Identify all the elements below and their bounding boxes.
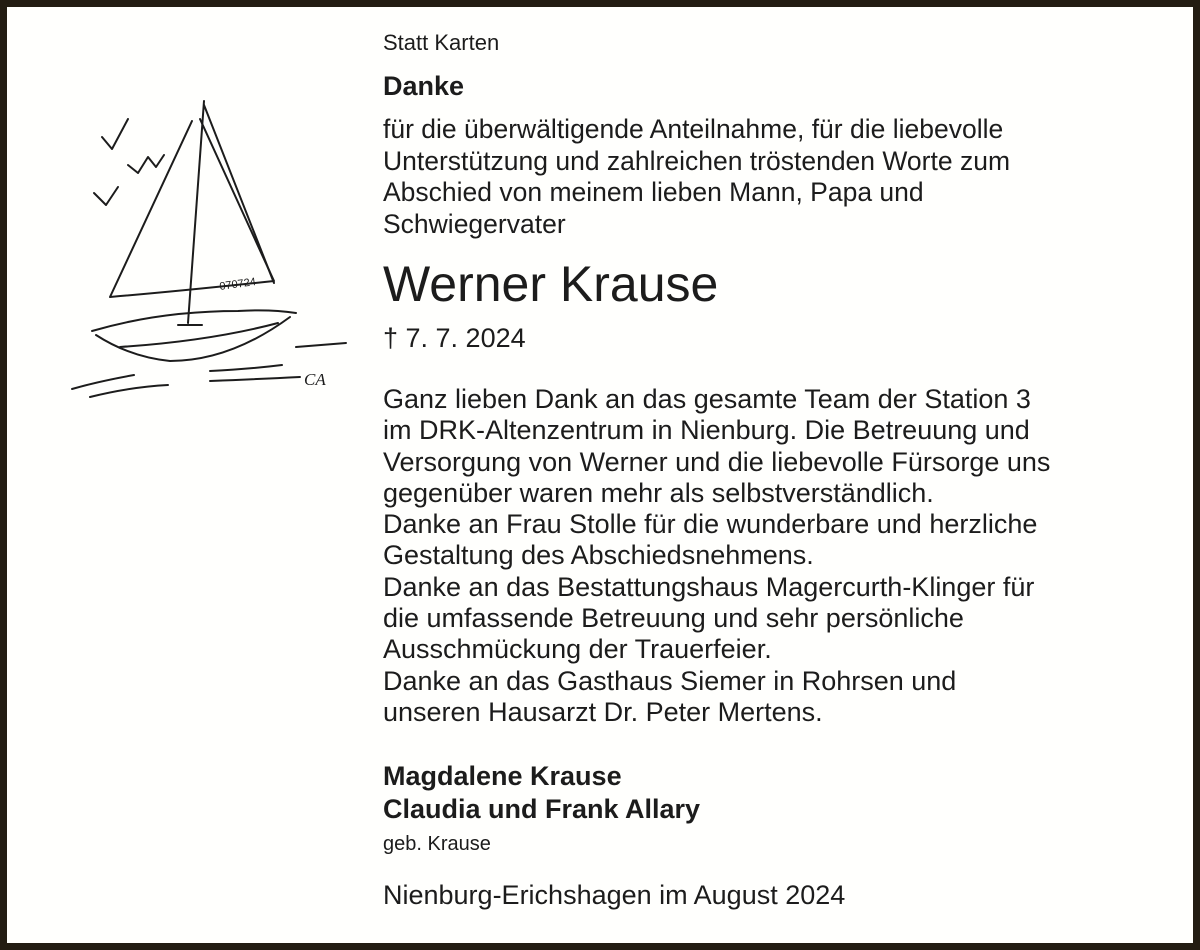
sail-seam [204, 105, 274, 283]
bird-3 [94, 187, 118, 205]
death-date: † 7. 7. 2024 [383, 323, 526, 353]
hull-line [120, 323, 278, 347]
body-line: Danke an das Gasthaus Siemer in Rohrsen und [383, 665, 957, 696]
body-line: die umfassende Betreuung und sehr persönliche [383, 603, 964, 634]
title-text: Danke [383, 71, 465, 101]
body-line: Danke an das Bestattungshaus Magercurth-Klinger für [383, 571, 1035, 602]
body-paragraph [383, 384, 1050, 728]
sailboat-drawing [60, 85, 360, 415]
signatories [383, 760, 700, 826]
body-line: Versorgung von Werner und die liebevolle Fürsorge uns [383, 446, 1051, 477]
intro-line: Abschied von meinem lieben Mann, Papa und [383, 177, 924, 207]
hull-top [92, 310, 296, 331]
intro-line: Schwiegervater [383, 208, 566, 239]
wave-1 [72, 375, 134, 389]
wave-5 [210, 377, 300, 381]
intro-paragraph [383, 114, 1010, 240]
body-line: Ausschmückung der Trauerfeier. [383, 634, 772, 665]
intro-line: für die überwältigende Anteilnahme, für die liebevolle [383, 114, 1004, 144]
wave-2 [90, 385, 168, 397]
body-line: unseren Hausarzt Dr. Peter Mertens. [383, 696, 823, 727]
place-and-date: Nienburg-Erichshagen im August 2024 [383, 880, 846, 910]
bird-1 [102, 119, 128, 149]
body-line: Gestaltung des Abschiedsnehmens. [383, 540, 814, 571]
body-line: gegenüber waren mehr als selbstverständlich. [383, 477, 934, 508]
artist-initials: CA [304, 370, 326, 389]
sail-date-text: 070724 [218, 275, 257, 293]
wave-4 [296, 343, 346, 347]
body-line: Ganz lieben Dank an das gesamte Team der Station 3 [383, 384, 1031, 414]
deceased-name: Werner Krause [383, 256, 719, 312]
body-line: im DRK-Altenzentrum in Nienburg. Die Betreuung und [383, 415, 1030, 446]
signatory-name: Magdalene Krause [383, 761, 622, 791]
header-text: Statt Karten [383, 30, 500, 55]
body-line: Danke an Frau Stolle für die wunderbare und herzliche [383, 509, 1038, 540]
wave-3 [210, 365, 282, 371]
signatory-name: Claudia und Frank Allary [383, 794, 701, 824]
intro-line: Unterstützung und zahlreichen tröstenden Worte zum [383, 145, 1011, 176]
bird-2 [128, 155, 164, 173]
maiden-name-note: geb. Krause [383, 833, 491, 855]
